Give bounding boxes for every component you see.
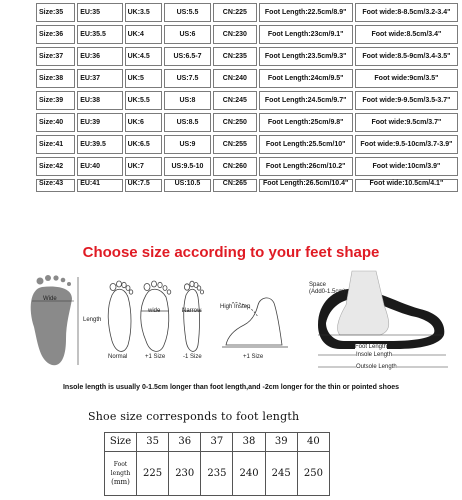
bottom-table-title: Shoe size corresponds to foot length — [88, 410, 300, 423]
size-chart-row — [36, 3, 458, 22]
size-chart-cell: US:6.5-7 — [164, 47, 211, 66]
size-chart-cell: UK:5.5 — [125, 91, 162, 110]
size-chart-cell: US:8.5 — [164, 113, 211, 132]
size-chart-cell: UK:6.5 — [125, 135, 162, 154]
size-chart-cell: EU:37 — [77, 69, 122, 88]
wide-foot-label: wide — [148, 308, 161, 314]
size-chart-cell: CN:230 — [213, 25, 256, 44]
length-cell: 225 — [137, 451, 169, 495]
size-chart-cell: UK:4 — [125, 25, 162, 44]
size-chart-cell: EU:35.5 — [77, 25, 122, 44]
size-cell: 36 — [169, 433, 201, 452]
wide-foot-icon — [141, 281, 171, 351]
feet-illustration — [0, 265, 462, 380]
insole-note: Insole length is usually 0-1.5cm longer than foot length,and -2cm longer for the thin or pointed shoes — [62, 384, 400, 391]
insole-length-label: Insole Length — [356, 352, 393, 358]
size-chart-row — [36, 157, 458, 176]
size-chart-cell: CN:265 — [213, 179, 256, 192]
length-cell: 250 — [297, 451, 329, 495]
size-chart-cell: UK:3.5 — [125, 3, 162, 22]
size-chart-row — [36, 135, 458, 154]
size-chart-cell: EU:39 — [77, 113, 122, 132]
foot-length-header-line2: (mm) — [111, 477, 130, 486]
outsole-length-label: Outsole Length — [356, 364, 397, 370]
size-chart-cell: Foot wide:9-9.5cm/3.5-3.7" — [355, 91, 458, 110]
length-cell: 240 — [233, 451, 265, 495]
size-chart-cell: Foot Length:24.5cm/9.7" — [259, 91, 353, 110]
size-chart-cell: US:9 — [164, 135, 211, 154]
size-chart-cell: UK:6 — [125, 113, 162, 132]
size-chart-row — [36, 91, 458, 110]
foot-length-table — [104, 432, 330, 496]
size-chart-cell: Foot Length:22.5cm/8.9" — [259, 3, 353, 22]
size-chart-cell: Foot wide:8-8.5cm/3.2-3.4" — [355, 3, 458, 22]
size-chart-cell: CN:260 — [213, 157, 256, 176]
size-chart-row — [36, 179, 458, 192]
size-chart-cell: Size:37 — [36, 47, 75, 66]
size-chart-row — [36, 69, 458, 88]
size-chart-cell: Size:39 — [36, 91, 75, 110]
size-chart-cell: CN:235 — [213, 47, 256, 66]
size-chart-cell: Foot Length:25cm/9.8" — [259, 113, 353, 132]
size-chart-cell: US:7.5 — [164, 69, 211, 88]
size-cell: 39 — [265, 433, 297, 452]
length-cell: 230 — [169, 451, 201, 495]
size-chart-cell: Size:41 — [36, 135, 75, 154]
size-chart-cell: UK:7 — [125, 157, 162, 176]
size-chart-cell: UK:7.5 — [125, 179, 162, 192]
size-row — [105, 433, 330, 452]
size-chart-cell: Size:36 — [36, 25, 75, 44]
size-chart-cell: Foot Length:24cm/9.5" — [259, 69, 353, 88]
length-cell: 235 — [201, 451, 233, 495]
size-chart-cell: Foot Length:23cm/9.1" — [259, 25, 353, 44]
high-instep-label: High Instep — [220, 304, 251, 310]
normal-label: Normal — [108, 354, 128, 360]
size-chart-cell: EU:40 — [77, 157, 122, 176]
length-row — [105, 451, 330, 495]
size-cell: 40 — [297, 433, 329, 452]
size-chart-row — [36, 47, 458, 66]
length-cell: 245 — [265, 451, 297, 495]
minus1-label: -1 Size — [183, 354, 202, 360]
feet-shape-diagram — [0, 265, 462, 380]
size-guide-heading: Choose size according to your feet shape — [82, 244, 380, 261]
size-chart-cell: Foot wide:8.5-9cm/3.4-3.5" — [355, 47, 458, 66]
size-chart-cell: US:9.5-10 — [164, 157, 211, 176]
size-chart-cell: CN:255 — [213, 135, 256, 154]
size-chart-cell: Foot wide:10cm/3.9" — [355, 157, 458, 176]
size-chart-cell: Foot Length:26.5cm/10.4" — [259, 179, 353, 192]
size-chart-cell: US:5.5 — [164, 3, 211, 22]
narrow-foot-icon — [182, 281, 204, 351]
space-label: Space — [309, 282, 327, 288]
size-chart-cell: Foot Length:23.5cm/9.3" — [259, 47, 353, 66]
size-chart-cell: EU:36 — [77, 47, 122, 66]
size-chart-cell: Foot wide:9.5cm/3.7" — [355, 113, 458, 132]
size-chart-row — [36, 113, 458, 132]
size-chart-cell: US:6 — [164, 25, 211, 44]
size-chart-cell: Foot Length:26cm/10.2" — [259, 157, 353, 176]
size-chart-cell: CN:240 — [213, 69, 256, 88]
size-chart-cell: Foot wide:9cm/3.5" — [355, 69, 458, 88]
normal-foot-icon — [108, 281, 133, 351]
size-chart-cell: Size:35 — [36, 3, 75, 22]
size-chart-cell: CN:250 — [213, 113, 256, 132]
size-chart-cell: Size:43 — [36, 179, 75, 192]
size-chart-cell: EU:39.5 — [77, 135, 122, 154]
length-label: Length — [83, 317, 102, 323]
size-chart-cell: CN:245 — [213, 91, 256, 110]
size-chart-cell: Foot wide:8.5cm/3.4" — [355, 25, 458, 44]
size-cell: 35 — [137, 433, 169, 452]
size-cell: 38 — [233, 433, 265, 452]
size-chart-cell: UK:4.5 — [125, 47, 162, 66]
wide-label: Wide — [43, 296, 57, 302]
size-chart-row — [36, 25, 458, 44]
size-chart-cell: US:10.5 — [164, 179, 211, 192]
size-chart-cell: CN:225 — [213, 3, 256, 22]
foot-length-label: Foot Length — [355, 344, 388, 350]
size-chart-cell: Size:42 — [36, 157, 75, 176]
size-chart-cell: EU:41 — [77, 179, 122, 192]
size-chart-cell: Foot wide:10.5cm/4.1" — [355, 179, 458, 192]
foot-length-header-line1: Foot length — [110, 460, 131, 477]
footprint-icon — [31, 275, 78, 365]
foot-length-header — [105, 451, 137, 495]
size-chart-cell: UK:5 — [125, 69, 162, 88]
size-chart-table — [34, 0, 460, 195]
size-chart-cell: Size:40 — [36, 113, 75, 132]
plus1-instep-label: +1 Size — [243, 354, 264, 360]
size-chart-cell: US:8 — [164, 91, 211, 110]
size-chart-cell: EU:38 — [77, 91, 122, 110]
size-cell: 37 — [201, 433, 233, 452]
size-header: Size — [105, 433, 137, 452]
size-chart-cell: Foot wide:9.5-10cm/3.7-3.9" — [355, 135, 458, 154]
size-chart-cell: Foot Length:25.5cm/10" — [259, 135, 353, 154]
size-chart-cell: Size:38 — [36, 69, 75, 88]
size-chart-cell: EU:35 — [77, 3, 122, 22]
space-add-label: (Add0-1.5cm) — [309, 289, 346, 295]
plus1-label: +1 Size — [145, 354, 166, 360]
narrow-foot-label: Narrow — [182, 308, 202, 314]
